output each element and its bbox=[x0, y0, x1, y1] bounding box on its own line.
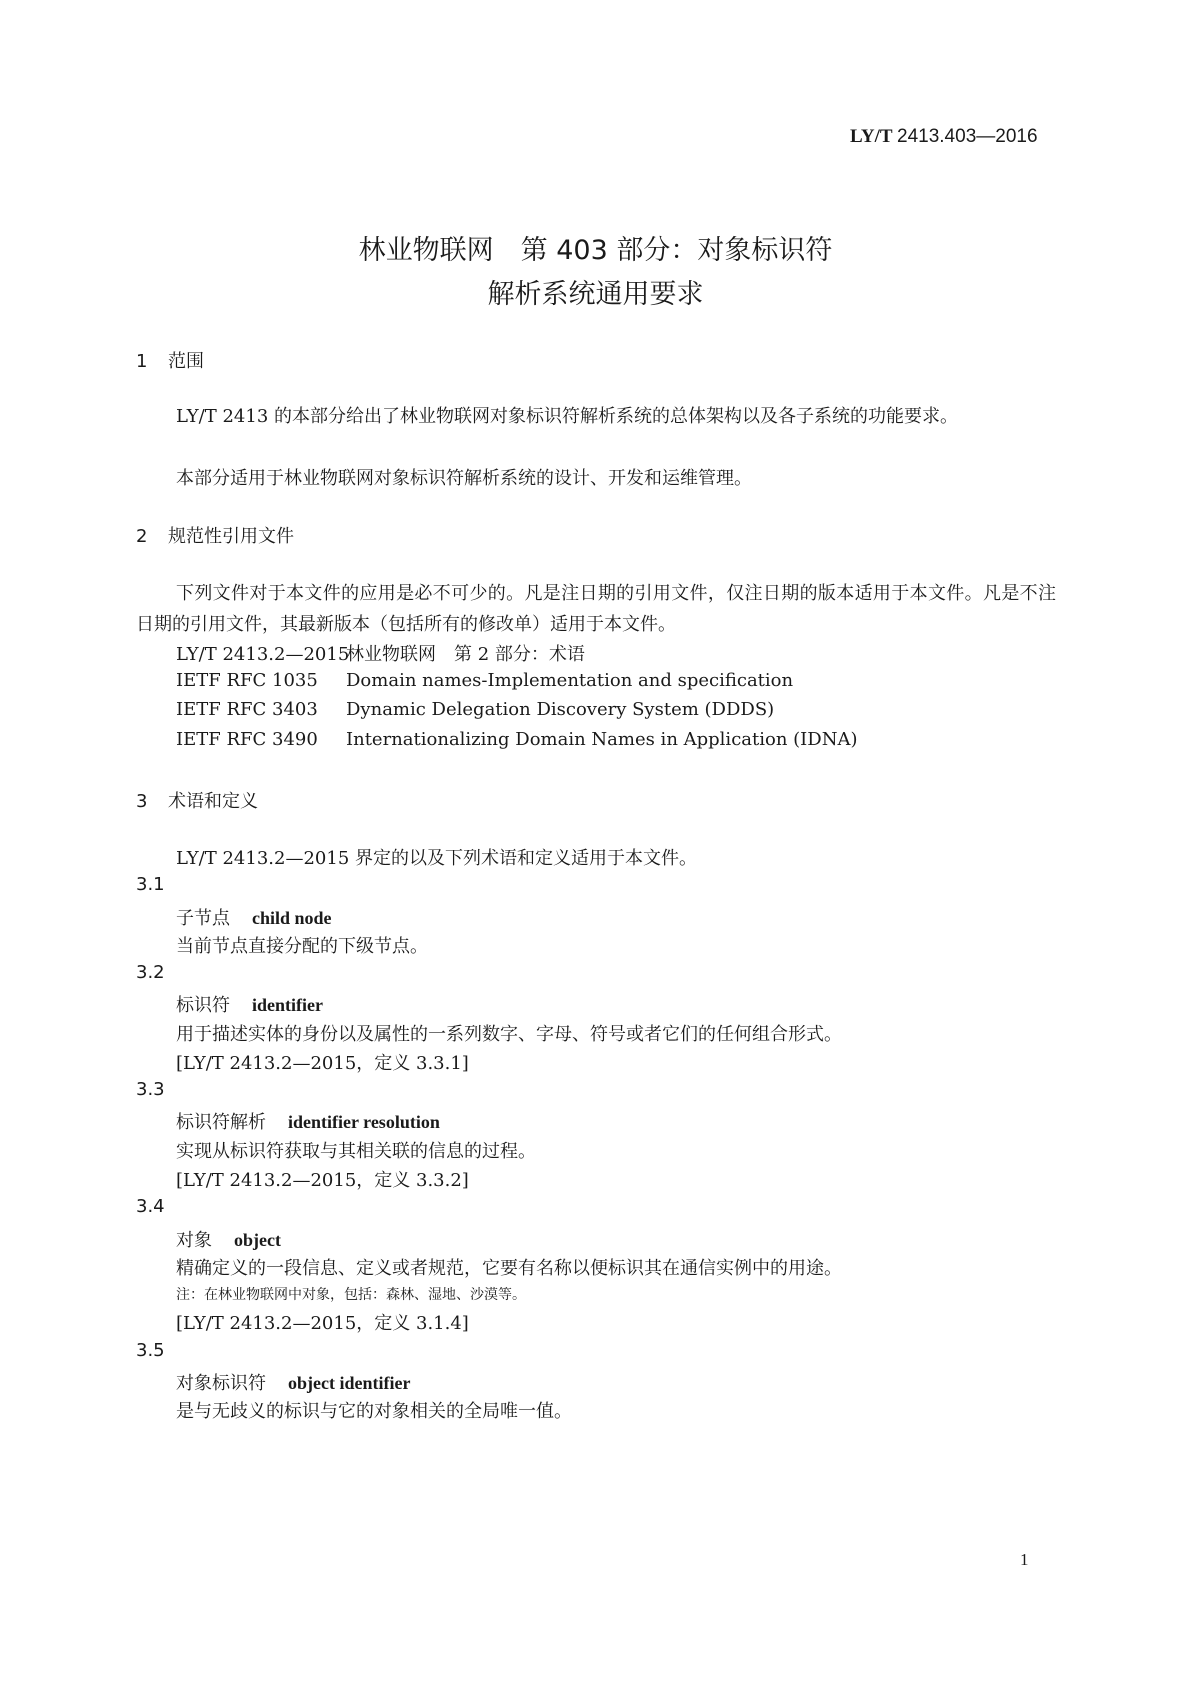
term-number: 3.3 bbox=[136, 1079, 165, 1100]
reference-code: LY/T 2413.2—2015 bbox=[176, 644, 350, 665]
document-title-line2: 解析系统通用要求 bbox=[487, 279, 704, 310]
page-number: 1 bbox=[1020, 1550, 1029, 1569]
term-definition: 是与无歧义的标识与它的对象相关的全局唯一值。 bbox=[176, 1401, 572, 1422]
section-title: 术语和定义 bbox=[168, 791, 258, 812]
term-entry bbox=[176, 1226, 281, 1252]
term-definition: 精确定义的一段信息、定义或者规范，它要有名称以便标识其在通信实例中的用途。 bbox=[176, 1258, 842, 1279]
reference-item bbox=[176, 670, 793, 691]
term-entry bbox=[176, 1108, 440, 1134]
note-text: 在林业物联网中对象，包括：森林、湿地、沙漠等。 bbox=[204, 1287, 526, 1303]
section-heading-normative-references bbox=[136, 522, 294, 548]
section-heading-terms bbox=[136, 787, 258, 813]
term-en: object identifier bbox=[288, 1373, 411, 1393]
reference-title: 林业物联网 第 2 部分：术语 bbox=[346, 644, 585, 665]
term-source: [LY/T 2413.2—2015，定义 3.1.4] bbox=[176, 1313, 469, 1334]
section-number: 3 bbox=[136, 791, 148, 812]
section-title: 范围 bbox=[168, 351, 204, 372]
term-en: object bbox=[234, 1230, 281, 1250]
term-number: 3.4 bbox=[136, 1196, 165, 1217]
terms-intro-paragraph: LY/T 2413.2—2015 界定的以及下列术语和定义适用于本文件。 bbox=[176, 848, 697, 869]
standard-code-number: 2413.403—2016 bbox=[897, 126, 1038, 147]
term-zh: 标识符 bbox=[176, 995, 230, 1016]
note-label: 注： bbox=[176, 1287, 204, 1303]
reference-item bbox=[176, 729, 857, 750]
term-source: [LY/T 2413.2—2015，定义 3.3.1] bbox=[176, 1053, 469, 1074]
term-definition: 当前节点直接分配的下级节点。 bbox=[176, 936, 428, 957]
scope-paragraph-2: 本部分适用于林业物联网对象标识符解析系统的设计、开发和运维管理。 bbox=[176, 468, 752, 489]
section-heading-scope bbox=[136, 347, 204, 373]
document-title-line1: 林业物联网 第 403 部分：对象标识符 bbox=[358, 235, 833, 266]
term-source: [LY/T 2413.2—2015，定义 3.3.2] bbox=[176, 1170, 469, 1191]
reference-code: IETF RFC 3490 bbox=[176, 729, 318, 750]
reference-title: Dynamic Delegation Discovery System (DDDS) bbox=[346, 699, 775, 720]
reference-title: Domain names-Implementation and specification bbox=[346, 670, 794, 691]
term-zh: 标识符解析 bbox=[176, 1112, 266, 1133]
section-number: 1 bbox=[136, 351, 148, 372]
section-title: 规范性引用文件 bbox=[168, 526, 294, 547]
term-en: child node bbox=[252, 908, 332, 928]
reference-title: Internationalizing Domain Names in Application (IDNA) bbox=[346, 729, 858, 750]
reference-code: IETF RFC 1035 bbox=[176, 670, 318, 691]
reference-item bbox=[176, 699, 774, 720]
term-zh: 对象标识符 bbox=[176, 1373, 266, 1394]
term-zh: 对象 bbox=[176, 1230, 212, 1251]
term-en: identifier resolution bbox=[288, 1112, 440, 1132]
term-number: 3.2 bbox=[136, 962, 165, 983]
standard-code-prefix: LY/T bbox=[850, 126, 893, 147]
term-number: 3.1 bbox=[136, 874, 165, 895]
reference-code: IETF RFC 3403 bbox=[176, 699, 318, 720]
term-number: 3.5 bbox=[136, 1340, 165, 1361]
reference-item bbox=[176, 640, 585, 666]
term-en: identifier bbox=[252, 995, 323, 1015]
scope-paragraph-1: LY/T 2413 的本部分给出了林业物联网对象标识符解析系统的总体架构以及各子系统的功能要求。 bbox=[176, 406, 959, 427]
term-zh: 子节点 bbox=[176, 908, 230, 929]
term-note bbox=[176, 1284, 526, 1304]
section-number: 2 bbox=[136, 526, 148, 547]
standard-code bbox=[850, 126, 1038, 148]
term-definition: 实现从标识符获取与其相关联的信息的过程。 bbox=[176, 1141, 536, 1162]
term-definition: 用于描述实体的身份以及属性的一系列数字、字母、符号或者它们的任何组合形式。 bbox=[176, 1024, 842, 1045]
term-entry bbox=[176, 991, 323, 1017]
term-entry bbox=[176, 1369, 410, 1395]
term-entry bbox=[176, 904, 332, 930]
references-intro-paragraph: 下列文件对于本文件的应用是必不可少的。凡是注日期的引用文件，仅注日期的版本适用于本文件。凡是不注日期的引用文件，其最新版本（包括所有的修改单）适用于本文件。 bbox=[136, 583, 1056, 635]
